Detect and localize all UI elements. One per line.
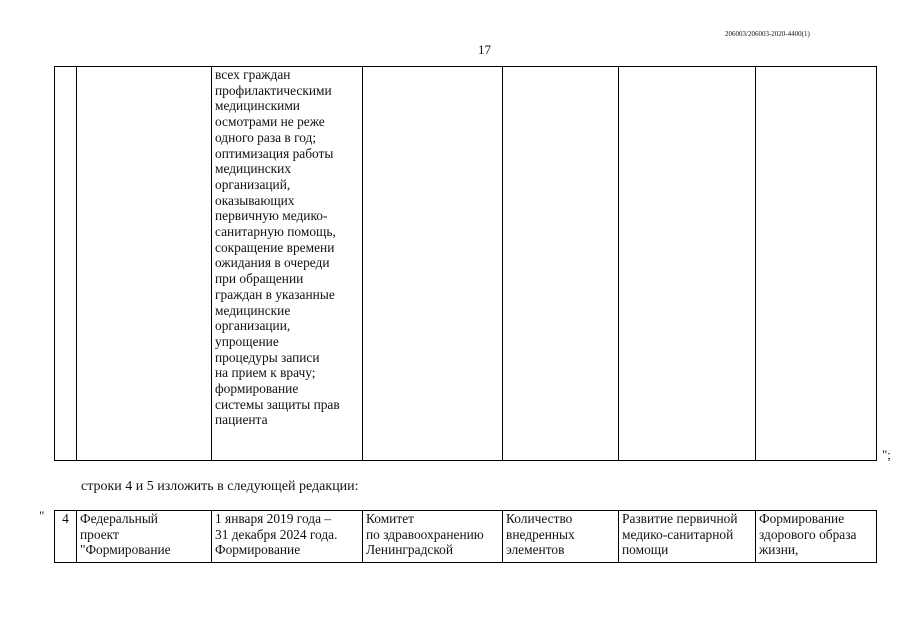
cell-line: по здравоохранению [366,526,484,542]
cell-line: "Формирование [80,542,171,558]
cell-line: организаций, [215,176,291,192]
table-new-rows [54,510,877,563]
cell-line: формирование [215,381,299,397]
cell-line: при обращении [215,271,304,287]
table-continuation [54,66,877,461]
cell-line: Формирование [215,542,301,558]
cell-line: упрощение [215,333,279,349]
cell-line: 1 января 2019 года – [215,511,332,526]
period-cell [212,511,363,563]
table-cell [756,67,877,461]
cell-line: Ленинградской [366,542,454,558]
cell-line: одного раза в год; [215,129,317,145]
responsible-cell [363,511,503,563]
cell-line: медицинские [215,302,291,318]
opening-quote: " [39,508,45,523]
cell-line: проект [80,526,119,542]
cell-line: здорового образа [759,526,857,542]
cell-line: жизни, [759,542,799,558]
cell-line: Развитие первичной [622,511,738,526]
goal-cell [619,511,756,563]
cell-line: помощи [622,542,669,558]
cell-line: системы защиты прав [215,396,340,412]
cell-line: граждан в указанные [215,286,335,302]
closing-quote: "; [882,447,891,462]
table-row [55,67,877,461]
document-id: 206003/206003-2020-4400(1) [725,30,810,38]
cell-line: Комитет [366,511,414,526]
cell-line: Федеральный [80,511,158,526]
page-number: 17 [478,42,491,57]
table-cell [77,67,212,461]
cell-line: оказывающих [215,192,295,208]
table-cell [363,67,503,461]
cell-line: первичную медико- [215,208,328,224]
row-number-cell [55,511,77,563]
indicator-cell [503,511,619,563]
cell-line: пациента [215,412,268,428]
instruction-text: строки 4 и 5 изложить в следующей редакции: [81,479,359,494]
result-cell [756,511,877,563]
cell-line: 31 декабря 2024 года. [215,526,338,542]
table-cell [55,67,77,461]
table-cell-measures [212,67,363,461]
table-cell [503,67,619,461]
cell-line: всех граждан [215,67,291,82]
cell-line: ожидания в очереди [215,255,330,271]
cell-line: профилактическими [215,82,332,98]
cell-line: медицинскими [215,98,300,114]
cell-line: санитарную помощь, [215,224,336,240]
cell-line: оптимизация работы [215,145,334,161]
cell-line: сокращение времени [215,239,335,255]
cell-line: медико-санитарной [622,526,734,542]
cell-line: процедуры записи [215,349,320,365]
table-row [55,511,877,563]
cell-line: внедренных [506,526,575,542]
cell-line: осмотрами не реже [215,114,325,130]
cell-line: медицинских [215,161,292,177]
cell-line: Количество [506,511,573,526]
table-cell [619,67,756,461]
cell-line: 4 [62,511,69,526]
cell-line: элементов [506,542,565,558]
cell-line: Формирование [759,511,845,526]
cell-line: организации, [215,318,291,334]
cell-line: на прием к врачу; [215,365,316,381]
project-name-cell [77,511,212,563]
